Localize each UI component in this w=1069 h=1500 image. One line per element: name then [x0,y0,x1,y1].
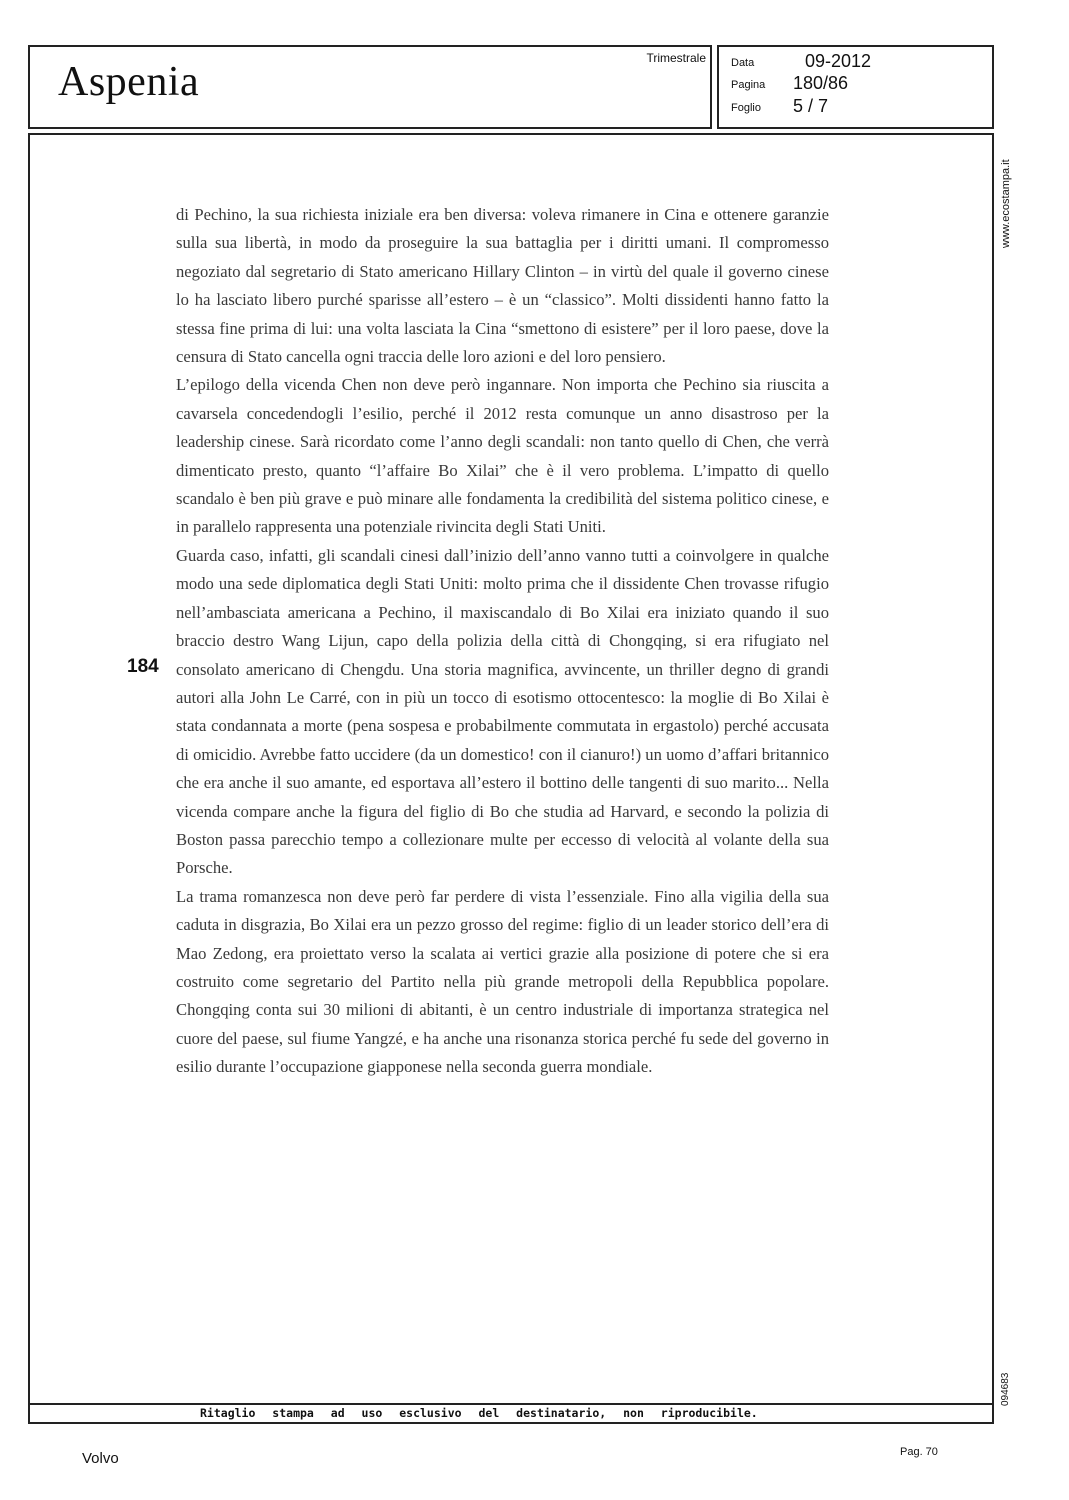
header-masthead-box [28,45,712,129]
client-name: Volvo [82,1450,119,1467]
meta-label-data: Data [731,57,755,69]
article-paragraph: L’epilogo della vicenda Chen non deve però ingannare. Non importa che Pechino sia riuscita a cavarsela concedendogli l’esilio, perché il 2012 resta comunque un anno disastroso per la leadership cinese. Sarà ricordato come l’anno degli scandali: non tanto quello di Chen, che verrà dimenticato presto, quanto “l’affaire Bo Xilai” che è il vero problema. L’impatto di quello scandalo è ben più grave e può minare alle fondamenta la credibilità del sistema politico cinese, e in parallelo rappresenta una potenziale rivincita degli Stati Uniti. [176,375,829,537]
clipping-code: 094683 [1000,1372,1011,1406]
footer-divider [28,1403,994,1405]
page-number: 184 [127,656,159,677]
publication-title: Aspenia [58,59,200,105]
page-indicator: Pag. 70 [900,1446,938,1458]
ecostampa-url: www.ecostampa.it [1000,159,1012,248]
article-paragraph: Guarda caso, infatti, gli scandali cinesi dall’inizio dell’anno vanno tutti a coinvolgere in qualche modo una sede diplomatica degli Stati Uniti: molto prima che il dissidente Chen trovasse rifugio nell’ambasciata americana a Pechino, il maxiscandalo di Bo Xilai era iniziato quando il suo braccio destro Wang Lijun, capo della polizia della città di Chongqing, si era rifugiato nel consolato americano di Chengdu. Una storia magnifica, avvincente, un thriller degno di grandi autori alla John Le Carré, con in più un tocco di esotismo ottocentesco: la moglie di Bo Xilai è stata condannata a morte (pena sospesa e probabilmente commutata in ergastolo) perché accusata di omicidio. Avrebbe fatto uccidere (da un domestico! con il cianuro!) un uomo d’affari britannico che era anche il suo amante, ed esportava all’estero il bottino delle tangenti di suo marito... Nella vicenda compare anche la figura del figlio di Bo che studia ad Harvard, e secondo la polizia di Boston passa parecchio tempo a collezionare multe per eccesso di velocità al volante della sua Porsche. [176,545,829,878]
meta-label-pagina: Pagina [731,79,766,91]
header-meta-box [717,45,994,129]
article-body [176,201,829,1082]
frequency-label: Trimestrale [646,51,706,65]
meta-value-data: 09-2012 [805,51,872,71]
disclaimer-text: Ritaglio stampa ad uso esclusivo del destinatario, non riproducibile. [200,1406,758,1420]
article-paragraph: La trama romanzesca non deve però far perdere di vista l’essenziale. Fino alla vigilia della sua caduta in disgrazia, Bo Xilai era un pezzo grosso del regime: figlio di un leader storico dell’era di Mao Zedong, era proiettato verso la scalata ai vertici grazie alla posizione di potere che si era costruito come segretario del Partito nella più grande metropoli della Repubblica popolare. Chongqing conta sui 30 milioni di abitanti, è un centro industriale di importanza strategica nel cuore del paese, sul fiume Yangzé, e ha anche una risonanza storica perché fu sede del governo in esilio durante l’occupazione giapponese nella seconda guerra mondiale. [176,886,829,1077]
meta-label-foglio: Foglio [731,102,761,114]
meta-value-foglio: 5 / 7 [793,96,829,116]
meta-value-pagina: 180/86 [793,73,849,93]
article-paragraph: di Pechino, la sua richiesta iniziale era ben diversa: voleva rimanere in Cina e ottenere garanzie sulla sua libertà, in modo da proseguire la sua battaglia per i diritti umani. Il compromesso negoziato dal segretario di Stato americano Hillary Clinton – in virtù del quale il governo cinese lo ha lasciato libero purché sparisse all’estero – è un “classico”. Molti dissidenti hanno fatto la stessa fine prima di lui: una volta lasciata la Cina “smettono di esistere” per il loro paese, dove la censura di Stato cancella ogni traccia delle loro azioni e del loro pensiero. [176,205,829,367]
